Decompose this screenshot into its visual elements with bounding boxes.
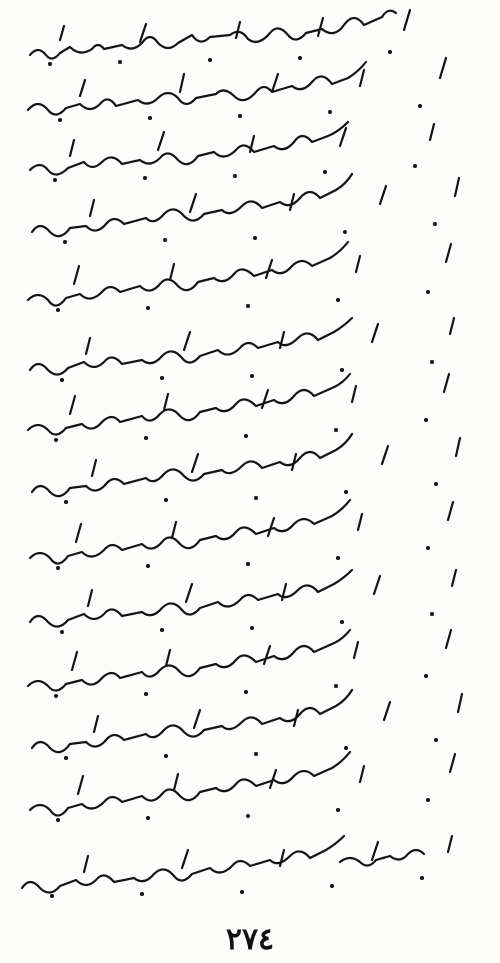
manuscript-line-5 [28,242,451,306]
manuscript-line-7 [28,374,449,435]
manuscript-line-3 [30,122,434,175]
manuscript-line-8 [32,434,460,496]
manuscript-line-2 [28,58,446,115]
manuscript-line-10 [30,570,456,627]
diacritic-dots [48,50,438,898]
manuscript-line-15 [340,850,424,866]
page-number: ٢٧٤ [225,922,275,957]
manuscript-line-12 [32,690,462,752]
manuscript-line-13 [30,752,455,816]
manuscript-line-9 [30,500,453,564]
manuscript-line-4 [32,174,459,236]
manuscript-line-14 [22,836,452,893]
manuscript-line-6 [30,318,454,375]
manuscript-line-1 [30,10,410,59]
manuscript-line-11 [28,630,451,691]
